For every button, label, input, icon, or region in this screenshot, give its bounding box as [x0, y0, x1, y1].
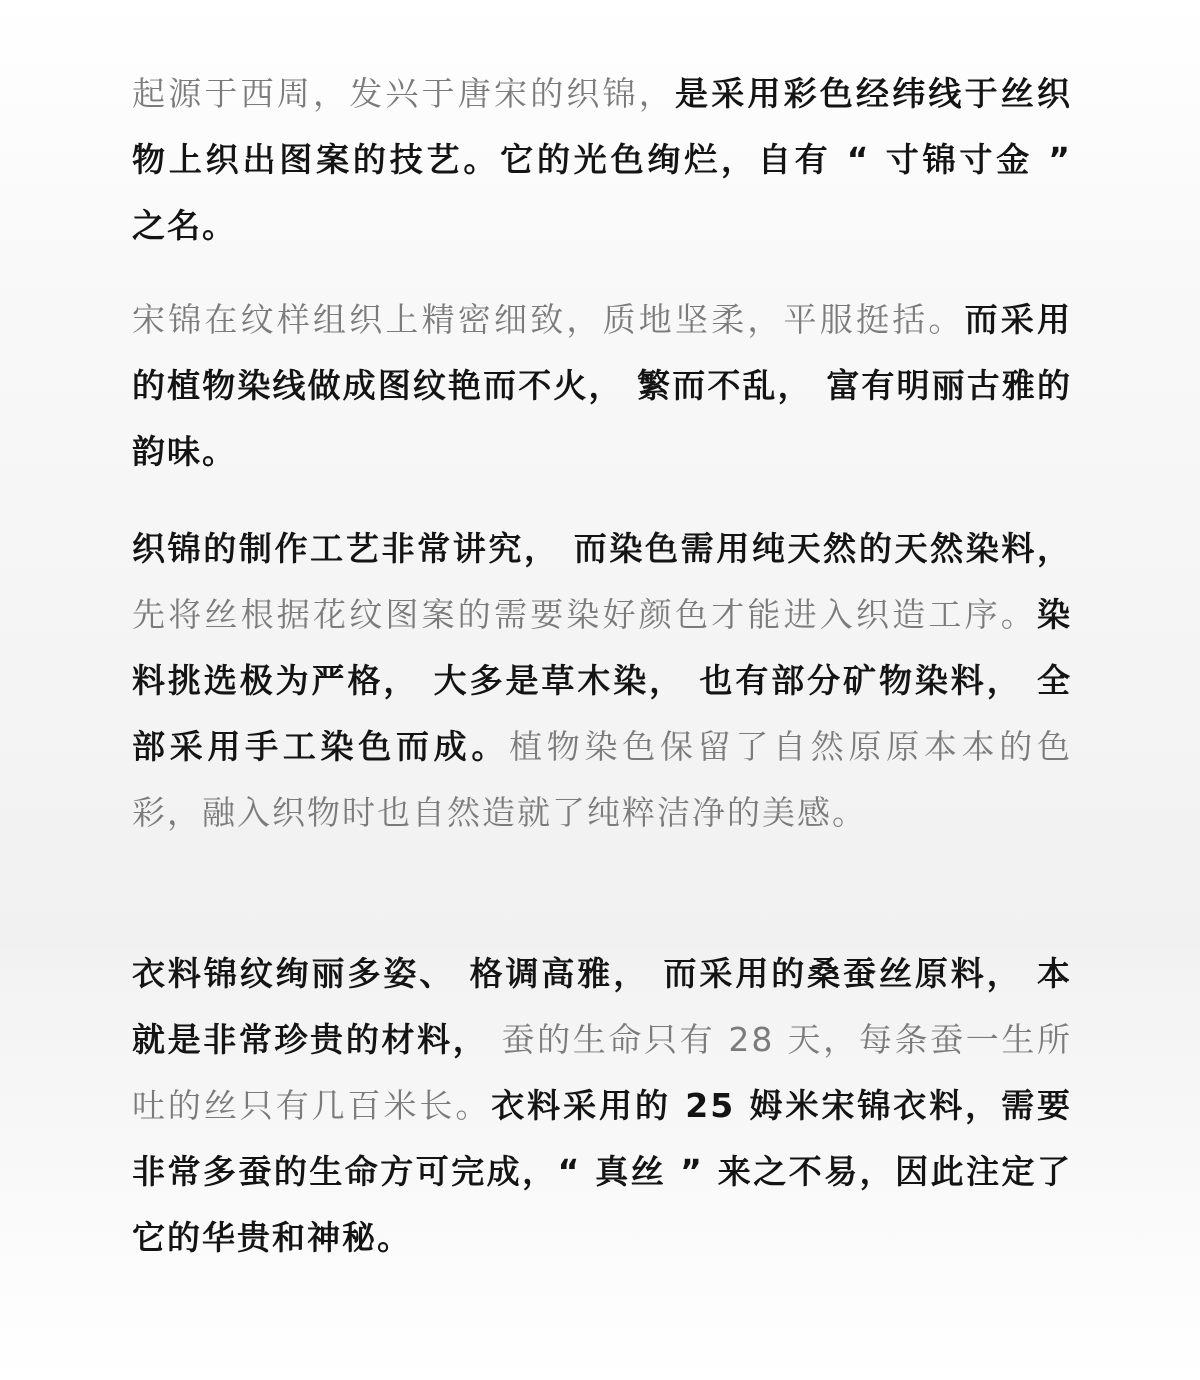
- paragraph-3-segment-4: 植物染色保留了自然原原本本的色彩，融入织物时也自然造就了纯粹洁净的美感。: [132, 727, 1073, 832]
- paragraph-3-segment-2: 先将丝根据花纹图案的需要染好颜色才能进入织造工序。: [132, 595, 1037, 634]
- paragraph-4-segment-3: 衣料采用的 25 姆米宋锦衣料，需要非常多蚕的生命方可完成，“ 真丝 ” 来之不易，因此注定了它的华贵和神秘。: [132, 1086, 1073, 1257]
- paragraph-3-segment-3: 染料挑选极为严格， 大多是草木染， 也有部分矿物染料， 全部采用手工染色而成。: [132, 595, 1072, 766]
- paragraph-brocade-origin: [132, 61, 1072, 259]
- paragraph-silk-material: [132, 941, 1072, 1271]
- paragraph-dyeing-craft: [132, 516, 1072, 846]
- paragraph-1-segment-2: 是采用彩色经纬线于丝织物上织出图案的技艺。它的光色绚烂，自有 “ 寸锦寸金 ” 之名。: [132, 74, 1073, 245]
- paragraph-4-segment-1: 衣料锦纹绚丽多姿、 格调高雅， 而采用的桑蚕丝原料， 本就是非常珍贵的材料，: [132, 954, 1072, 1059]
- paragraph-song-brocade: [132, 287, 1072, 485]
- paragraph-2-segment-1: 宋锦在纹样组织上精密细致，质地坚柔，平服挺括。: [132, 300, 965, 339]
- paragraph-4-segment-2: 蚕的生命只有 28 天，每条蚕一生所吐的丝只有几百米长。: [132, 1020, 1072, 1125]
- paragraph-3-segment-1: 织锦的制作工艺非常讲究， 而染色需用纯天然的天然染料，: [132, 529, 1072, 568]
- paragraph-2-segment-2: 而采用的植物染线做成图纹艳而不火， 繁而不乱， 富有明丽古雅的韵味。: [132, 300, 1073, 471]
- paragraph-1-segment-1: 起源于西周，发兴于唐宋的织锦，: [132, 74, 675, 113]
